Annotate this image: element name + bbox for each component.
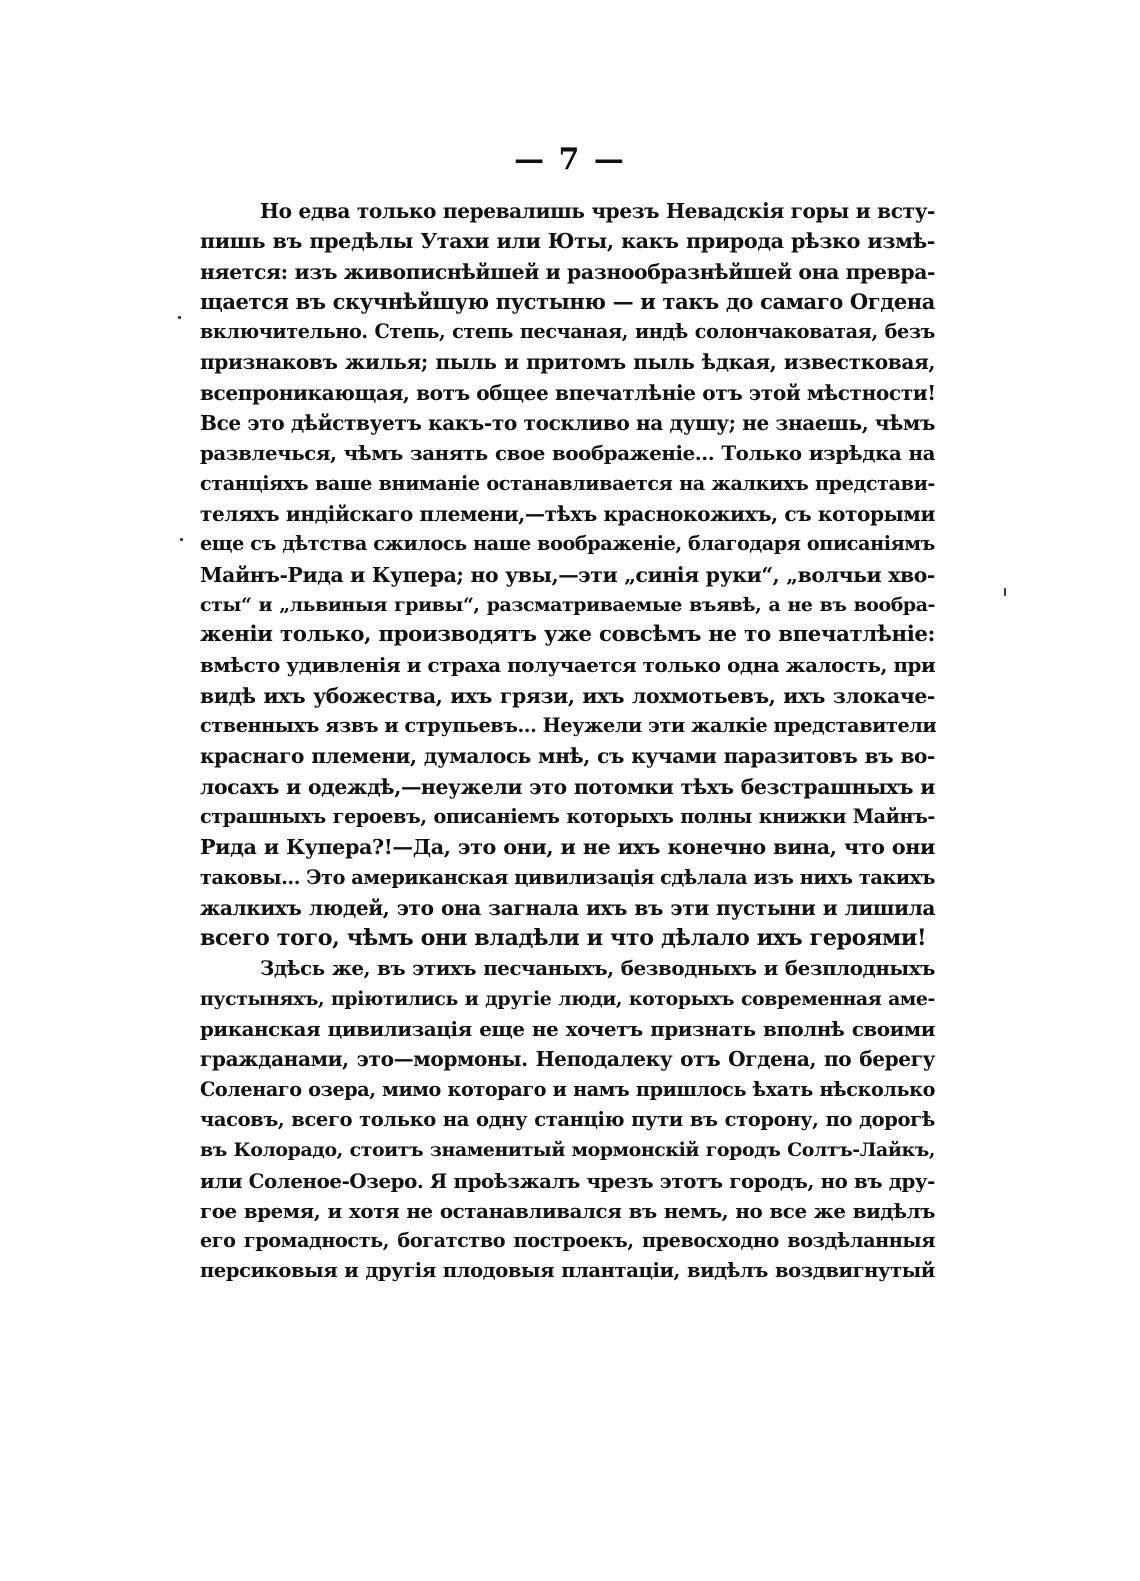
text-line: Здѣсь же, въ этихъ песчаныхъ, безводныхъ и безплодныхъ	[260, 956, 935, 981]
text-line: признаковъ жилья; пыль и притомъ пыль ѣдкая, известковая,	[200, 350, 935, 375]
text-line: пишь въ предѣлы Утахи или Юты, какъ природа рѣзко измѣ-	[200, 229, 935, 254]
text-line: станціяхъ ваше вниманіе останавливается на жалкихъ представи-	[200, 471, 935, 495]
text-line: Соленаго озера, мимо котораго и намъ пришлось ѣхать нѣсколько	[200, 1077, 935, 1101]
text-line: женіи только, производятъ уже совсѣмъ не то впечатлѣніе:	[200, 622, 935, 648]
text-line: вмѣсто удивленія и страха получается только одна жалость, при	[200, 653, 936, 678]
scan-speck	[180, 538, 183, 541]
text-line: ственныхъ язвъ и струпьевъ... Неужели эти жалкіе представители	[200, 714, 937, 738]
text-line: развлечься, чѣмъ занять свое воображеніе... Только изрѣдка на	[200, 441, 935, 466]
body-text	[200, 196, 935, 1287]
text-line: Все это дѣйствуетъ какъ-то тоскливо на душу; не знаешь, чѣмъ	[200, 411, 935, 436]
text-line: краснаго племени, думалось мнѣ, съ кучами паразитовъ въ во-	[200, 744, 935, 769]
text-line: его громадность, богатство построекъ, превосходно воздѣланныя	[200, 1229, 935, 1253]
text-line: гражданами, это—мормоны. Неподалеку отъ Огдена, по берегу	[200, 1047, 935, 1072]
text-line: жалкихъ людей, это она загнала ихъ въ эти пустыни и лишила	[200, 895, 935, 920]
scan-speck	[178, 316, 181, 319]
scan-speck	[1004, 588, 1006, 596]
text-line: сты“ и „львиныя гривы“, разсматриваемые въявѣ, а не въ вообра-	[200, 593, 935, 616]
text-line: Майнъ-Рида и Купера; но увы,—эти „синія руки“, „волчьи хво-	[200, 562, 935, 587]
page-number: — 7 —	[514, 142, 626, 177]
text-line: часовъ, всего только на одну станцію пути въ сторону, по дорогѣ	[200, 1107, 935, 1131]
text-line: Но едва только перевалишь чрезъ Невадскія горы и всту-	[260, 199, 935, 223]
text-line: включительно. Степь, степь песчаная, индѣ солончаковатая, безъ	[200, 320, 935, 344]
text-line: щается въ скучнѣйшую пустыню — и такъ до самаго Огдена	[200, 288, 935, 314]
text-line: персиковыя и другія плодовыя плантаціи, видѣлъ воздвигнутый	[200, 1259, 935, 1283]
text-line: страшныхъ героевъ, описаніемъ которыхъ полны книжки Майнъ-	[200, 804, 935, 828]
paragraph-1	[200, 196, 935, 953]
text-line: всепроникающая, вотъ общее впечатлѣніе отъ этой мѣстности!	[200, 380, 936, 405]
text-line: гое время, и хотя не останавливался въ немъ, но все же видѣлъ	[200, 1198, 935, 1223]
text-line: риканская цивилизація еще не хочетъ признать вполнѣ своими	[200, 1017, 935, 1042]
text-line: или Соленое-Озеро. Я проѣзжалъ чрезъ этотъ городъ, но въ дру-	[200, 1168, 935, 1193]
text-line: Рида и Купера?!—Да, это они, и не ихъ конечно вина, что они	[200, 835, 935, 860]
text-line: лосахъ и одеждѣ,—неужели это потомки тѣхъ безстрашныхъ и	[200, 774, 935, 799]
text-line: видѣ ихъ убожества, ихъ грязи, ихъ лохмотьевъ, ихъ злокаче-	[200, 683, 935, 708]
paragraph-2	[200, 953, 935, 1286]
text-line: еще съ дѣтства сжилось наше воображеніе, благодаря описаніямъ	[200, 532, 935, 556]
text-line: няется: изъ живописнѣйшей и разнообразнѣйшей она превра-	[200, 259, 936, 284]
text-line: всего того, чѣмъ они владѣли и что дѣлало ихъ героями!	[200, 925, 927, 952]
text-line: таковы... Это американская цивилизація сдѣлала изъ нихъ такихъ	[200, 865, 936, 889]
text-line: въ Колорадо, стоитъ знаменитый мормонскій городъ Солтъ-Лайкъ,	[200, 1139, 935, 1162]
text-line: теляхъ индійскаго племени,—тѣхъ краснокожихъ, съ которыми	[200, 501, 935, 526]
text-line: пустыняхъ, пріютились и другіе люди, которыхъ современная аме-	[200, 987, 935, 1010]
